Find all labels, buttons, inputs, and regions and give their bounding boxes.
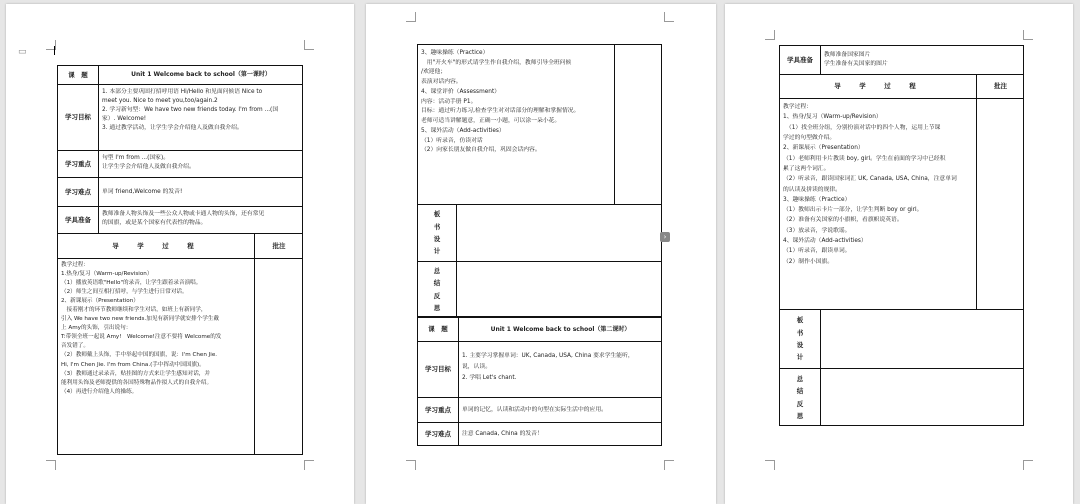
- lesson2-title: Unit 1 Welcome back to school（第二课时）: [490, 325, 631, 333]
- label-char: 计: [796, 353, 804, 362]
- lesson2-remark-label: 批注: [994, 82, 1007, 91]
- text-line: （1）播放英语歌"Hello"的录音，让学生跟着录音演唱。: [61, 280, 202, 287]
- text-line: 学生准备有关国家的图片: [824, 60, 888, 67]
- text-line: 的国旗，或是某个国家有代表性的物品。: [102, 219, 207, 226]
- lesson2-label: 课 题: [428, 325, 448, 334]
- text-line: 单词的记忆，认读和活动中的句型在实际生活中的应用。: [462, 407, 607, 413]
- text-line: 3. 通过教学活动，让学生学会介绍他人及做自我介绍。: [102, 124, 243, 131]
- lesson-plan-table: [57, 65, 303, 455]
- lesson2-continuation-table: [779, 45, 1024, 426]
- crop-mark: [406, 12, 416, 22]
- text-line: 的认读及拼读的规律。: [783, 186, 841, 193]
- text-line: 让学生学会介绍他人及做自我介绍。: [102, 163, 195, 170]
- text-line: 接着刚才的环节教师继续和学生对话，如班上有新同学，: [61, 307, 207, 314]
- prep-text: [99, 208, 303, 233]
- lesson2-difficulties-label: 学习难点: [425, 429, 451, 438]
- difficulties-text: [99, 186, 303, 204]
- lesson2-process-title: 导 学 过 程: [834, 82, 922, 91]
- text-line: （2）听录音，跟读国家词汇 UK, Canada, USA, China，注意单词: [783, 176, 957, 183]
- text-line: 累了这两个词汇。: [783, 165, 830, 172]
- crop-mark: [1023, 30, 1033, 40]
- difficulties-label: 学习难点: [65, 187, 91, 196]
- lesson-title: Unit 1 Welcome back to school（第一课时）: [131, 71, 271, 79]
- text-line: （1）听录音，跟读单词。: [783, 248, 851, 255]
- crop-mark: [1023, 460, 1033, 470]
- label-char: 反: [433, 291, 441, 300]
- crop-mark: [304, 40, 314, 50]
- text-line: （2）准备有关国家的小旗帜，看旗帜说英语。: [783, 217, 903, 224]
- lesson2-reflection-label: [780, 369, 820, 426]
- text-line: 1. 本部分主要巩固打招呼用语 Hi/Hello 和见面问候语 Nice to: [102, 89, 263, 95]
- text-line: 教师准备国家图片: [824, 52, 871, 58]
- lesson2-board-design-label: [780, 310, 820, 368]
- text-line: 目标：通过听力练习,检查学生对对话部分的理解和掌握情况。: [421, 108, 580, 115]
- label-char: 书: [433, 222, 441, 231]
- lesson2-difficulties-text: [459, 428, 662, 444]
- board-design-label: [418, 205, 456, 261]
- text-line: （2）师生之间互相打招呼，与学生进行日常对话。: [61, 289, 188, 296]
- text-line: 教学过程：: [783, 104, 812, 110]
- text-line: （2）制作小国旗。: [783, 258, 834, 265]
- remark-label: 批注: [272, 241, 286, 250]
- text-line: 5、课外活动（Add-activities）: [421, 127, 505, 134]
- document-page-3: [725, 4, 1073, 504]
- label-char: 结: [796, 387, 804, 396]
- label-char: 设: [796, 341, 804, 349]
- text-line: 4、课外活动（Add-activities）: [783, 238, 867, 245]
- label-char: 板: [796, 316, 804, 325]
- text-line: （2）教师戴上头饰，手中举起中国的国旗，说：I'm Chen Jie.: [61, 352, 218, 359]
- text-line: （1）教师出示卡片一部分，让学生判断 boy or girl。: [783, 207, 923, 214]
- objectives-label: 学习目标: [65, 113, 91, 122]
- text-line: （3）放录音，学说歌谣。: [783, 227, 851, 234]
- text-line: （4）再进行介绍他人的操练。: [61, 388, 138, 395]
- label-char: 思: [433, 303, 441, 312]
- text-line: （1）老师利用卡片教读 boy, girl。学生在前面的学习中已经积: [783, 155, 946, 162]
- text-line: 能利用头饰及老师提供的各国特殊物品作拟人式的自我介绍。: [61, 379, 213, 386]
- text-line: 表演对话内容。: [421, 79, 462, 86]
- crop-mark: [406, 460, 416, 470]
- text-line: （2）向家长朋友做自我介绍，巩固会话内容。: [421, 147, 541, 154]
- text-line: 句型 I'm from ...(国家)。: [102, 155, 170, 161]
- crop-mark: [765, 460, 775, 470]
- label-char: 书: [796, 328, 804, 337]
- text-line: 家）. Welcome!: [102, 115, 147, 122]
- crop-mark: [46, 460, 56, 470]
- lesson-label: 课 题: [68, 70, 88, 79]
- crop-mark: [664, 12, 674, 22]
- text-line: meet you. Nice to meet you,too/again.2: [102, 97, 218, 104]
- text-line: T:带领全班一起说 Amy! Welcome!注意不要将 Welcome的发: [61, 334, 222, 341]
- text-line: 1.热身/复习（Warm-up/Revision）: [61, 271, 153, 278]
- text-line: 1、热身/复习（Warm-up/Revision）: [783, 114, 882, 121]
- continuation-table: [417, 44, 662, 317]
- text-line: 用"开火车"的形式请学生作自我介绍，教师引导全班问候: [421, 59, 572, 66]
- text-line: （3）教师通过录录音，贴挂图的方式来让学生感知对话，并: [61, 370, 210, 377]
- lesson2-objectives-label: 学习目标: [425, 365, 451, 374]
- objectives-text: [99, 86, 303, 150]
- text-line: Hi, I'm Chen Jie. I'm from China.(手中挥动中国国旗)。: [61, 361, 205, 368]
- process-continued-text: [418, 47, 614, 203]
- lesson2-table: [417, 317, 662, 446]
- text-line: 3、趣味操练（Practice）: [783, 196, 851, 203]
- lesson2-prep-text: [821, 49, 1024, 74]
- text-line: 学过的句型做介绍。: [783, 134, 836, 141]
- lesson2-process-text: [780, 100, 976, 308]
- text-line: 注意 Canada, China 的发音！: [462, 431, 543, 437]
- page-navigation-handle[interactable]: ›: [660, 232, 670, 242]
- document-icon: ▭: [18, 47, 27, 57]
- prep-label: 学具准备: [65, 215, 91, 224]
- text-line: 2. 学唱 Let's chant.: [462, 375, 517, 381]
- label-char: 总: [796, 374, 804, 383]
- text-line: 引入 We have two new friends.加见有新同学就安排个学生戴: [61, 316, 219, 323]
- text-line: 4、课堂评价（Assessment）: [421, 88, 501, 95]
- text-line: 2、新课展示（Presentation）: [61, 298, 139, 305]
- text-line: 单词 friend,Welcome 的发音!: [102, 189, 183, 195]
- label-char: 计: [433, 247, 441, 256]
- text-line: （1）听录音，仿读对话: [421, 137, 483, 144]
- text-line: 教学过程：: [61, 262, 89, 268]
- text-line: /欢迎他；: [421, 69, 447, 76]
- lesson2-key-points-text: [459, 404, 662, 420]
- text-line: 2、新课展示（Presentation）: [783, 145, 864, 152]
- label-char: 设: [433, 235, 441, 243]
- crop-mark: [664, 460, 674, 470]
- crop-mark: [765, 30, 775, 40]
- lesson2-prep-label: 学具准备: [787, 55, 813, 64]
- label-char: 反: [796, 399, 804, 408]
- text-line: 音发错了。: [61, 343, 89, 350]
- label-char: 结: [433, 279, 441, 288]
- text-line: 3、趣味操练（Practice）: [421, 50, 489, 56]
- document-page-1: [6, 4, 354, 504]
- lesson2-objectives-text: [459, 349, 662, 395]
- text-line: 教师准备人物头饰及一些公众人物或卡通人物的头饰，还有常见: [102, 211, 265, 217]
- text-line: （1）找全班分组，分别扮演对话中的四个人物，运用上节课: [783, 124, 941, 131]
- key-points-text: [99, 152, 303, 177]
- text-line: 2. 学习新句型：We have two new friends today. I'm from ...(国: [102, 106, 279, 113]
- label-char: 板: [433, 210, 441, 219]
- document-page-2: [366, 4, 716, 504]
- text-line: 1. 主要学习掌握单词：UK, Canada, USA, China 要求学生能听，: [462, 353, 634, 359]
- text-line: 内容：活动手册 P1。: [421, 98, 477, 105]
- reflection-label: [418, 262, 456, 317]
- text-line: 上 Amy的头饰，引出说句：: [61, 325, 132, 332]
- label-char: 总: [433, 266, 441, 275]
- crop-mark: [304, 460, 314, 470]
- text-line: 说，认读。: [462, 364, 491, 370]
- lesson2-key-points-label: 学习重点: [425, 405, 451, 414]
- text-cursor: [54, 46, 55, 55]
- key-points-label: 学习重点: [65, 159, 91, 168]
- label-char: 思: [796, 411, 804, 420]
- process-text: [58, 259, 254, 454]
- text-line: 老师可适当讲解题意，正确一小题，可以涂一朵小花。: [421, 118, 561, 125]
- process-title: 导 学 过 程: [112, 241, 200, 250]
